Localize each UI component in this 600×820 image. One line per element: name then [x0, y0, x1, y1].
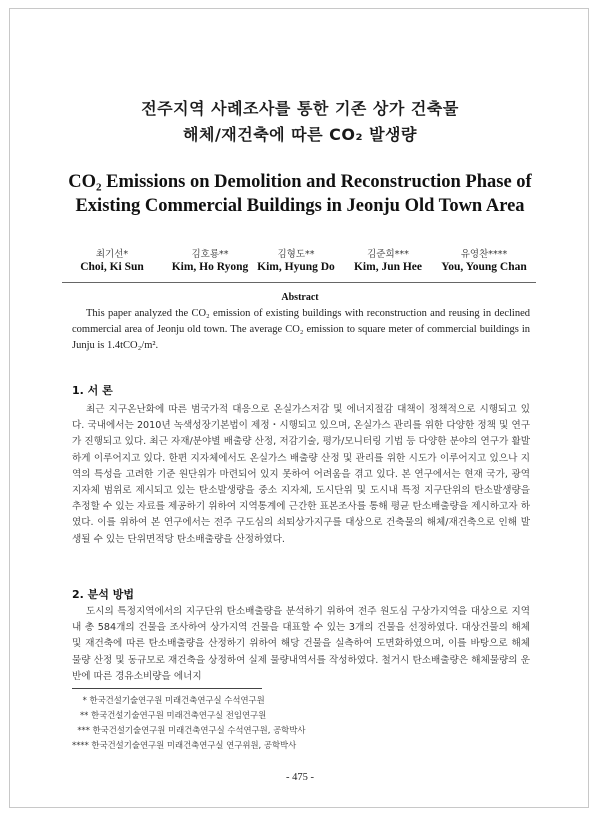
author-name-ko: 최기선*	[95, 249, 129, 260]
author-name-en: Kim, Jun Hee	[353, 261, 423, 273]
page-number: - 475 -	[286, 772, 314, 783]
author-name-en: You, Young Chan	[441, 261, 527, 273]
title-divider	[62, 282, 536, 283]
english-title-line-2: Existing Commercial Buildings in Jeonju Old Town Area	[75, 196, 525, 216]
abstract-heading: Abstract	[281, 292, 319, 303]
author-name-en: Choi, Ki Sun	[80, 261, 144, 273]
english-title-line-1: CO₂ Emissions on Demolition and Reconstruction Phase of	[68, 172, 532, 192]
author-name-ko: 김준희***	[367, 249, 409, 260]
footnote-divider	[72, 688, 262, 689]
footnote-4: **** 한국건설기술연구원 미래건축연구실 연구위원, 공학박사	[72, 740, 297, 750]
abstract-text: This paper analyzed the CO₂ emission of existing buildings with reconstruction and reusing in declined commercial area of Jeonju old town. The average CO₂ emission to square meter of commercial buildings in Junju is 1.4tCO₂/m².	[72, 308, 530, 351]
author-name-ko: 김호룡**	[191, 249, 229, 260]
section-2-heading: 2. 분석 방법	[72, 588, 134, 601]
author-name-en: Kim, Ho Ryong	[171, 261, 249, 273]
author-name-ko: 유영찬****	[460, 249, 508, 260]
section-1-heading: 1. 서 론	[72, 384, 113, 397]
section-2-paragraph: 도시의 특정지역에서의 지구단위 탄소배출량을 분석하기 위하여 전주 원도심 구상가지역을 대상으로 지역내 총 584개의 건물을 조사하여 상가지역 건물을 대표할 수 있는 3개의 건물을 선정하였다. 대상건물의 해체 및 재건축에 따른 탄소배출량을 산정하기 위하여 해당 건물을 실측하여 도면화하였으며, 이를 바탕으로 해체 물량 산정 및 동규모로 재건축을 상정하여 실제 물량내역서를 작성하였다. 철거시 탄소배출량은 해체물량의 운반에 따른 경유소비량을 에너지	[72, 606, 530, 682]
footnote-2: ** 한국건설기술연구원 미래건축연구실 전임연구원	[72, 710, 267, 720]
footnote-1: * 한국건설기술연구원 미래건축연구실 수석연구원	[72, 695, 265, 705]
footnote-3: *** 한국건설기술연구원 미래건축연구실 수석연구원, 공학박사	[72, 725, 306, 735]
author-name-en: Kim, Hyung Do	[257, 261, 335, 273]
section-1-paragraph: 최근 지구온난화에 따른 범국가적 대응으로 온실가스저감 및 에너지절감 대책이 정책적으로 시행되고 있다. 국내에서는 2010년 녹색성장기본법이 제정・시행되고 있으며, 온실가스 관리를 위한 다양한 정책 및 연구가 진행되고 있다. 최근 자재/분야별 배출량 산정, 저감기술, 평가/모니터링 기법 등 다양한 분야의 연구가 활발하게 이루어지고 있다. 한편 지자체에서도 온실가스 배출량 산정 및 관리를 위한 시도가 이루어지고 있으나 지역의 특성을 고려한 기준 원단위가 마련되어 있지 못하여 어려움을 겪고 있다. 본 연구에서는 현재 국가, 광역지자체 범위로 제시되고 있는 탄소발생량을 중소 지자체, 도시단위 및 도시내 특정 지구단위의 탄소발생량을 추정할 수 있는 자료를 제공하기 위하여 지역통계에 근간한 표본조사를 통해 평균 탄소배출량을 제시하고자 하였다. 이를 위하여 본 연구에서는 전주 구도심의 쇠퇴상가지구를 대상으로 건축물의 해체/재건축으로 인해 발생될 수 있는 단위면적당 탄소배출량을 산정하였다.	[72, 404, 530, 545]
korean-title-line-1: 전주지역 사례조사를 통한 기존 상가 건축물	[141, 99, 459, 118]
korean-title-line-2: 해체/재건축에 따른 CO₂ 발생량	[183, 125, 417, 144]
author-name-ko: 김형도**	[277, 249, 315, 260]
author-5	[424, 246, 544, 273]
